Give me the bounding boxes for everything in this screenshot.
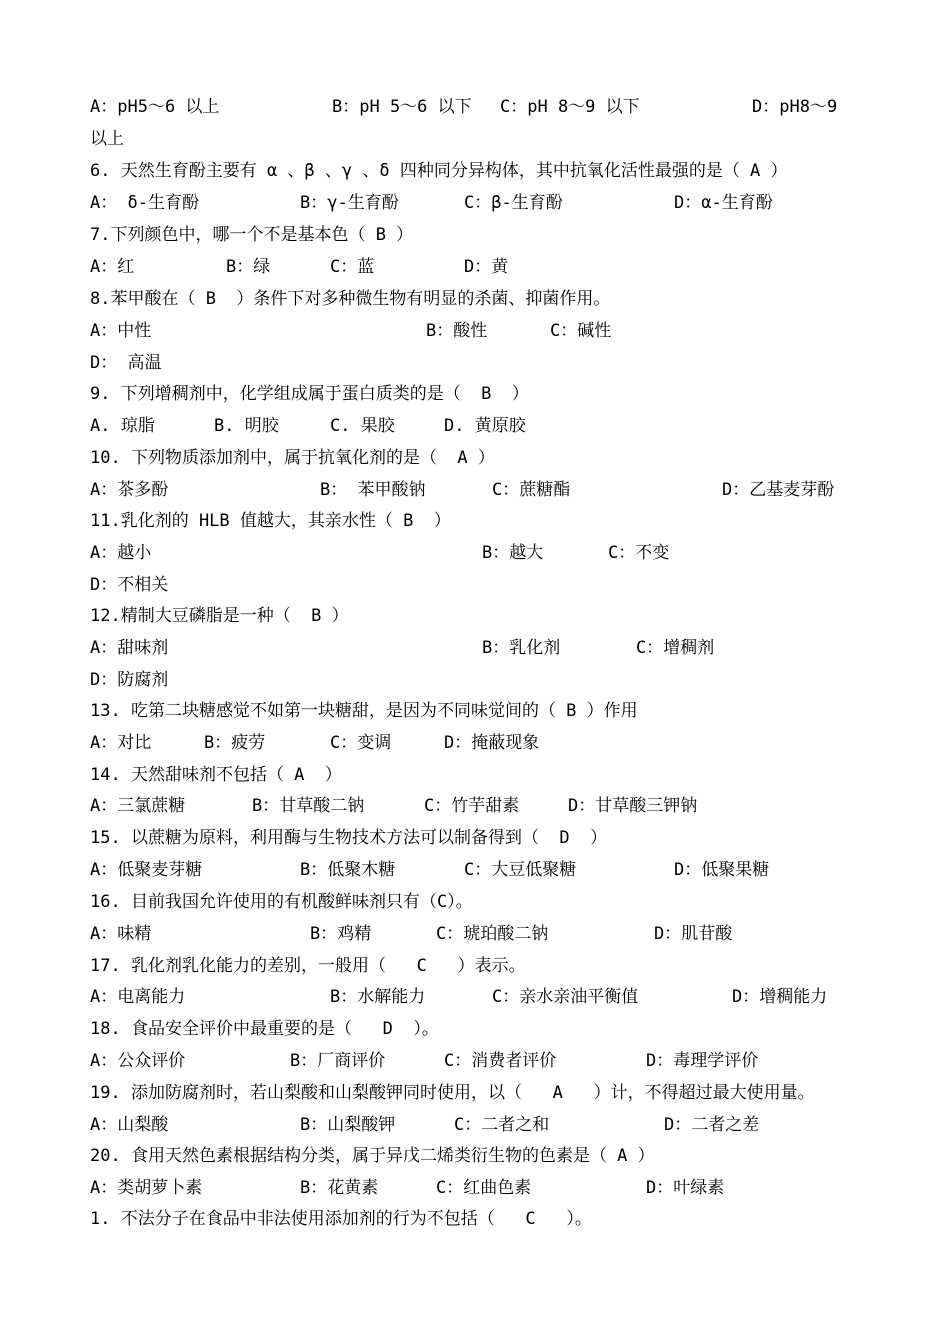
- q8-option-b: B：酸性: [426, 321, 488, 341]
- q9-option-b: B. 明胶: [214, 416, 279, 436]
- q11-question: 11.乳化剂的 HLB 值越大，其亲水性（ B ）: [90, 511, 451, 531]
- q5-option-b: B：pH 5～6 以下: [332, 97, 472, 117]
- q13-option-b: B：疲劳: [204, 733, 266, 753]
- q19-option-d: D：二者之差: [664, 1115, 760, 1135]
- q16-question: 16. 目前我国允许使用的有机酸鲜味剂只有（C）。: [90, 892, 473, 912]
- q8-options-row: [0, 320, 950, 342]
- q7-option-d: D：黄: [464, 257, 509, 277]
- q11-options-row: [0, 542, 950, 564]
- q9-option-d: D. 黄原胶: [444, 416, 526, 436]
- q5-option-d-continued: 以上: [90, 129, 124, 149]
- q14-option-b: B：甘草酸二钠: [252, 796, 365, 816]
- q8-option-c: C：碱性: [550, 321, 612, 341]
- q12-option-d: D：防腐剂: [90, 670, 169, 690]
- q16-option-b: B：鸡精: [310, 924, 372, 944]
- q20-option-c: C：红曲色素: [436, 1178, 532, 1198]
- q20-options-row: [0, 1177, 950, 1199]
- q19-question: 19. 添加防腐剂时，若山梨酸和山梨酸钾同时使用，以（ A ）计，不得超过最大使用量。: [90, 1083, 815, 1103]
- q17-option-d: D：增稠能力: [732, 987, 828, 1007]
- q18-question: 18. 食品安全评价中最重要的是（ D ）。: [90, 1019, 439, 1039]
- q17-option-b: B：水解能力: [330, 987, 426, 1007]
- q19-option-b: B：山梨酸钾: [300, 1115, 396, 1135]
- q5-options-row: [0, 96, 950, 118]
- q11-option-a: A：越小: [90, 543, 152, 563]
- q14-option-d: D：甘草酸三钾钠: [568, 796, 698, 816]
- q13-question: 13. 吃第二块糖感觉不如第一块糖甜，是因为不同味觉间的（ B ）作用: [90, 701, 638, 721]
- q6-option-c: C：β-生育酚: [464, 193, 563, 213]
- q19-option-c: C：二者之和: [454, 1115, 550, 1135]
- q6-option-a: A： δ-生育酚: [90, 193, 199, 213]
- q16-option-d: D：肌苷酸: [654, 924, 733, 944]
- q14-option-a: A：三氯蔗糖: [90, 796, 186, 816]
- q10-options-row: [0, 479, 950, 501]
- q20-question: 20. 食用天然色素根据结构分类，属于异戊二烯类衍生物的色素是（ A ）: [90, 1146, 655, 1166]
- q13-options-row: [0, 732, 950, 754]
- q20-option-d: D：叶绿素: [646, 1178, 725, 1198]
- q8-option-a: A：中性: [90, 321, 152, 341]
- q7-option-c: C：蓝: [330, 257, 375, 277]
- q12-option-b: B：乳化剂: [482, 638, 561, 658]
- q20-option-b: B：花黄素: [300, 1178, 379, 1198]
- q10-option-b: B： 苯甲酸钠: [320, 480, 426, 500]
- q5-option-c: C：pH 8～9 以下: [500, 97, 640, 117]
- q9-question: 9. 下列增稠剂中，化学组成属于蛋白质类的是（ B ）: [90, 384, 529, 404]
- q12-options-row: [0, 637, 950, 659]
- q6-option-b: B：γ-生育酚: [300, 193, 399, 213]
- q10-option-a: A：茶多酚: [90, 480, 169, 500]
- q12-option-c: C：增稠剂: [636, 638, 715, 658]
- q17-option-c: C：亲水亲油平衡值: [492, 987, 639, 1007]
- q19-option-a: A：山梨酸: [90, 1115, 169, 1135]
- q15-question: 15. 以蔗糖为原料，利用酶与生物技术方法可以制备得到（ D ）: [90, 828, 608, 848]
- q10-question: 10. 下列物质添加剂中，属于抗氧化剂的是（ A ）: [90, 448, 495, 468]
- q14-question: 14. 天然甜味剂不包括（ A ）: [90, 765, 342, 785]
- q8-question: 8.苯甲酸在（ B ）条件下对多种微生物有明显的杀菌、抑菌作用。: [90, 289, 611, 309]
- q15-option-b: B：低聚木糖: [300, 860, 396, 880]
- q7-option-b: B：绿: [226, 257, 271, 277]
- q12-option-a: A：甜味剂: [90, 638, 169, 658]
- q15-options-row: [0, 859, 950, 881]
- q18-option-d: D：毒理学评价: [646, 1051, 759, 1071]
- q5-option-a: A：pH5～6 以上: [90, 97, 220, 117]
- q18-option-a: A：公众评价: [90, 1051, 186, 1071]
- q16-option-c: C：琥珀酸二钠: [436, 924, 549, 944]
- q17-question: 17. 乳化剂乳化能力的差别，一般用（ C ）表示。: [90, 956, 526, 976]
- q18-options-row: [0, 1050, 950, 1072]
- q9-option-c: C. 果胶: [330, 416, 395, 436]
- q13-option-c: C：变调: [330, 733, 392, 753]
- q5-option-d: D：pH8～9: [752, 97, 838, 117]
- q13-option-a: A：对比: [90, 733, 152, 753]
- q6-question: 6. 天然生育酚主要有 α 、β 、γ 、δ 四种同分异构体，其中抗氧化活性最强的是（ A ）: [90, 161, 788, 181]
- q13-option-d: D：掩蔽现象: [444, 733, 540, 753]
- q17-options-row: [0, 986, 950, 1008]
- q7-question: 7.下列颜色中，哪一个不是基本色（ B ）: [90, 225, 414, 245]
- q15-option-d: D：低聚果糖: [674, 860, 770, 880]
- q11-option-c: C：不变: [608, 543, 670, 563]
- q18-option-c: C：消费者评价: [444, 1051, 557, 1071]
- q15-option-c: C：大豆低聚糖: [464, 860, 577, 880]
- q19-options-row: [0, 1114, 950, 1136]
- q6-options-row: [0, 192, 950, 214]
- q7-option-a: A：红: [90, 257, 135, 277]
- q16-option-a: A：味精: [90, 924, 152, 944]
- q8-option-d: D： 高温: [90, 353, 162, 373]
- q11-option-b: B：越大: [482, 543, 544, 563]
- q14-options-row: [0, 795, 950, 817]
- q18-option-b: B：厂商评价: [290, 1051, 386, 1071]
- q17-option-a: A：电离能力: [90, 987, 186, 1007]
- q6-option-d: D：α-生育酚: [674, 193, 773, 213]
- q1-section2-question: 1. 不法分子在食品中非法使用添加剂的行为不包括（ C ）。: [90, 1209, 592, 1229]
- q10-option-d: D：乙基麦芽酚: [722, 480, 835, 500]
- q15-option-a: A：低聚麦芽糖: [90, 860, 203, 880]
- q11-option-d: D：不相关: [90, 575, 169, 595]
- q10-option-c: C：蔗糖酯: [492, 480, 571, 500]
- q16-options-row: [0, 923, 950, 945]
- q14-option-c: C：竹芋甜素: [424, 796, 520, 816]
- q7-options-row: [0, 256, 950, 278]
- q20-option-a: A：类胡萝卜素: [90, 1178, 203, 1198]
- q9-options-row: [0, 415, 950, 437]
- q9-option-a: A. 琼脂: [90, 416, 155, 436]
- q12-question: 12.精制大豆磷脂是一种（ B ）: [90, 606, 349, 626]
